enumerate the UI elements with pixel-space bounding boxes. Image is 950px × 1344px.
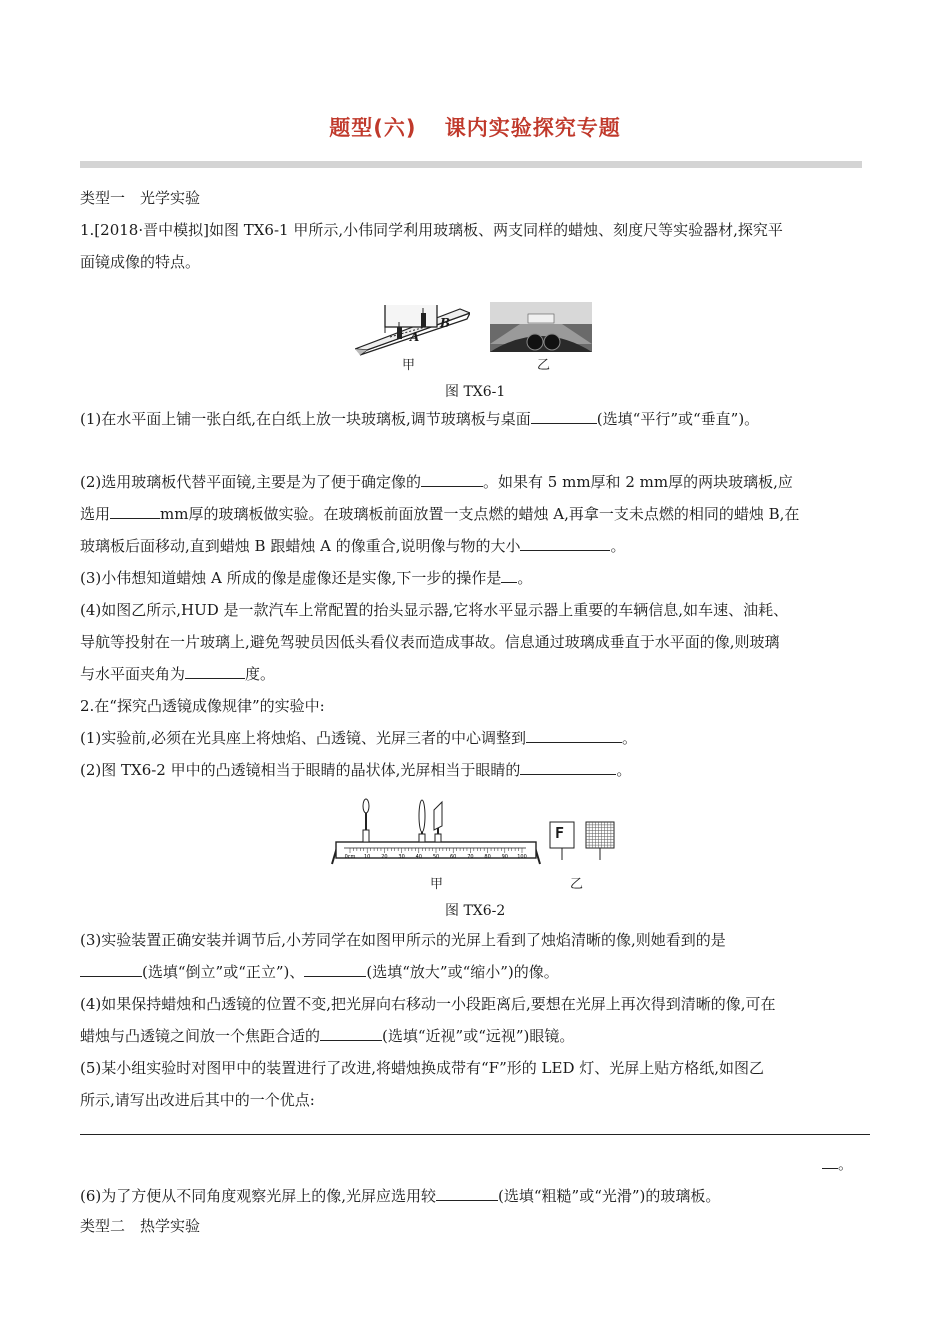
bench-tick-label: 30 — [398, 854, 405, 860]
fig2-label-a: 甲 — [430, 877, 444, 892]
answer-blank[interactable] — [421, 472, 483, 487]
answer-blank[interactable] — [185, 664, 245, 679]
q1-part3 — [80, 568, 532, 588]
q1-part4c-pre: 与水平面夹角为 — [80, 665, 186, 683]
q1-part4b: 导航等投射在一片玻璃上,避免驾驶员因低头看仪表而造成事故。信息通过玻璃成垂直于水平面的像,则玻璃 — [80, 633, 780, 651]
q2-part2-post: 。 — [616, 761, 632, 779]
q2-part3b-post: (选填“放大”或“缩小”)的像。 — [366, 963, 559, 981]
answer-blank[interactable] — [526, 728, 622, 743]
q1-part2a-post: 。如果有 5 mm厚和 2 mm厚的两块玻璃板,应 — [483, 473, 793, 491]
answer-blank[interactable] — [520, 760, 616, 775]
bench-tick-label: 50 — [432, 854, 440, 860]
q1-part3-post: 。 — [517, 569, 533, 587]
q2-part2 — [80, 760, 631, 780]
q2-part3b — [80, 962, 559, 982]
q1-part2a — [80, 472, 793, 492]
q2-part5-end-text: 。 — [838, 1155, 854, 1173]
bench-tick-label: 100 — [517, 854, 527, 860]
q1-part4c — [80, 664, 275, 684]
q2-part4b — [80, 1026, 574, 1046]
q2-part3b-mid: (选填“倒立”或“正立”)、 — [142, 963, 305, 981]
page-title — [0, 112, 950, 142]
q1-part4c-post: 度。 — [245, 665, 276, 683]
bench-tick-label: 60 — [450, 854, 457, 860]
figure-tx6-1-b — [490, 302, 592, 352]
answer-blank[interactable] — [501, 568, 517, 583]
q1-part2b-pre: 选用 — [80, 505, 111, 523]
answer-blank[interactable] — [304, 962, 366, 977]
figure-tx6-2-a — [330, 798, 542, 868]
answer-blank[interactable] — [110, 504, 160, 519]
bench-tick-label: 70 — [467, 854, 474, 860]
q2-part6-pre: (6)为了方便从不同角度观察光屏上的像,光屏应选用较 — [80, 1187, 437, 1205]
q1-part2c-pre: 玻璃板后面移动,直到蜡烛 B 跟蜡烛 A 的像重合,说明像与物的大小 — [80, 537, 521, 555]
q2-part5a: (5)某小组实验时对图甲中的装置进行了改进,将蜡烛换成带有“F”形的 LED 灯、光屏上贴方格纸,如图乙 — [80, 1059, 765, 1077]
bench-tick-label: 10 — [364, 854, 371, 860]
q1-line1: 1.[2018·晋中模拟]如图 TX6-1 甲所示,小伟同学利用玻璃板、两支同样的蜡烛、刻度尺等实验器材,探究平 — [80, 221, 783, 239]
q2-part4b-post: (选填“近视”或“远视”)眼镜。 — [382, 1027, 575, 1045]
fig1-caption: 图 TX6-1 — [445, 384, 506, 400]
q2-part5-end — [822, 1154, 853, 1174]
answer-blank[interactable] — [822, 1154, 838, 1169]
fig2-label-b: 乙 — [570, 877, 584, 892]
q2-part4a: (4)如果保持蜡烛和凸透镜的位置不变,把光屏向右移动一小段距离后,要想在光屏上再次得到清晰的像,可在 — [80, 995, 776, 1013]
answer-blank[interactable] — [520, 536, 610, 551]
fig1-letter-a: A — [410, 330, 420, 344]
q2-intro: 2.在“探究凸透镜成像规律”的实验中: — [80, 697, 325, 715]
bench-tick-label: 90 — [501, 854, 508, 860]
bench-tick-label: 40 — [415, 854, 422, 860]
q2-part1-post: 。 — [622, 729, 638, 747]
q2-part3a: (3)实验装置正确安装并调节后,小芳同学在如图甲所示的光屏上看到了烛焰清晰的像,则她看到的是 — [80, 931, 726, 949]
answer-blank[interactable] — [320, 1026, 382, 1041]
q2-part1 — [80, 728, 637, 748]
fig2-caption: 图 TX6-2 — [445, 903, 506, 919]
fig1-label-a: 甲 — [402, 358, 416, 373]
q1-part2b-post: mm厚的玻璃板做实验。在玻璃板前面放置一支点燃的蜡烛 A,再拿一支未点燃的相同的蜡烛 B,在 — [160, 505, 800, 523]
q1-part3-pre: (3)小伟想知道蜡烛 A 所成的像是虚像还是实像,下一步的操作是 — [80, 569, 502, 587]
answer-blank[interactable] — [531, 409, 597, 424]
q1-part1-pre: (1)在水平面上铺一张白纸,在白纸上放一块玻璃板,调节玻璃板与桌面 — [80, 410, 531, 428]
q2-part4b-pre: 蜡烛与凸透镜之间放一个焦距合适的 — [80, 1027, 321, 1045]
q2-part6 — [80, 1186, 720, 1206]
title-divider — [80, 161, 862, 168]
q2-part1-pre: (1)实验前,必须在光具座上将烛焰、凸透镜、光屏三者的中心调整到 — [80, 729, 527, 747]
q2-part2-pre: (2)图 TX6-2 甲中的凸透镜相当于眼睛的晶状体,光屏相当于眼睛的 — [80, 761, 521, 779]
section-heading-thermal: 类型二 热学实验 — [80, 1217, 201, 1235]
q1-part1 — [80, 409, 759, 429]
bench-tick-label: 0cm — [344, 854, 356, 860]
q1-part2c-post: 。 — [610, 537, 626, 555]
answer-blank[interactable] — [80, 962, 142, 977]
led-f-letter: F — [555, 824, 565, 842]
q2-part6-post: (选填“粗糙”或“光滑”)的玻璃板。 — [498, 1187, 721, 1205]
fig1-label-b: 乙 — [537, 358, 551, 373]
answer-blank[interactable] — [436, 1186, 498, 1201]
q1-line2: 面镜成像的特点。 — [80, 253, 201, 271]
title-part2: 课内实验探究专题 — [444, 116, 621, 140]
answer-line-long[interactable] — [80, 1134, 870, 1135]
q2-part5b: 所示,请写出改进后其中的一个优点: — [80, 1091, 315, 1109]
q1-part1-post: (选填“平行”或“垂直”)。 — [596, 410, 760, 428]
bench-tick-label: 80 — [484, 854, 491, 860]
section-heading-optics: 类型一 光学实验 — [80, 189, 201, 207]
q1-part2a-pre: (2)选用玻璃板代替平面镜,主要是为了便于确定像的 — [80, 473, 422, 491]
fig1-letter-b: B — [440, 316, 451, 330]
q1-part2b — [80, 504, 799, 524]
q1-part2c — [80, 536, 625, 556]
title-part1: 题型(六) — [329, 116, 417, 140]
q1-part4a: (4)如图乙所示,HUD 是一款汽车上常配置的抬头显示器,它将水平显示器上重要的车辆信息,如车速、油耗、 — [80, 601, 789, 619]
bench-tick-label: 20 — [381, 854, 388, 860]
